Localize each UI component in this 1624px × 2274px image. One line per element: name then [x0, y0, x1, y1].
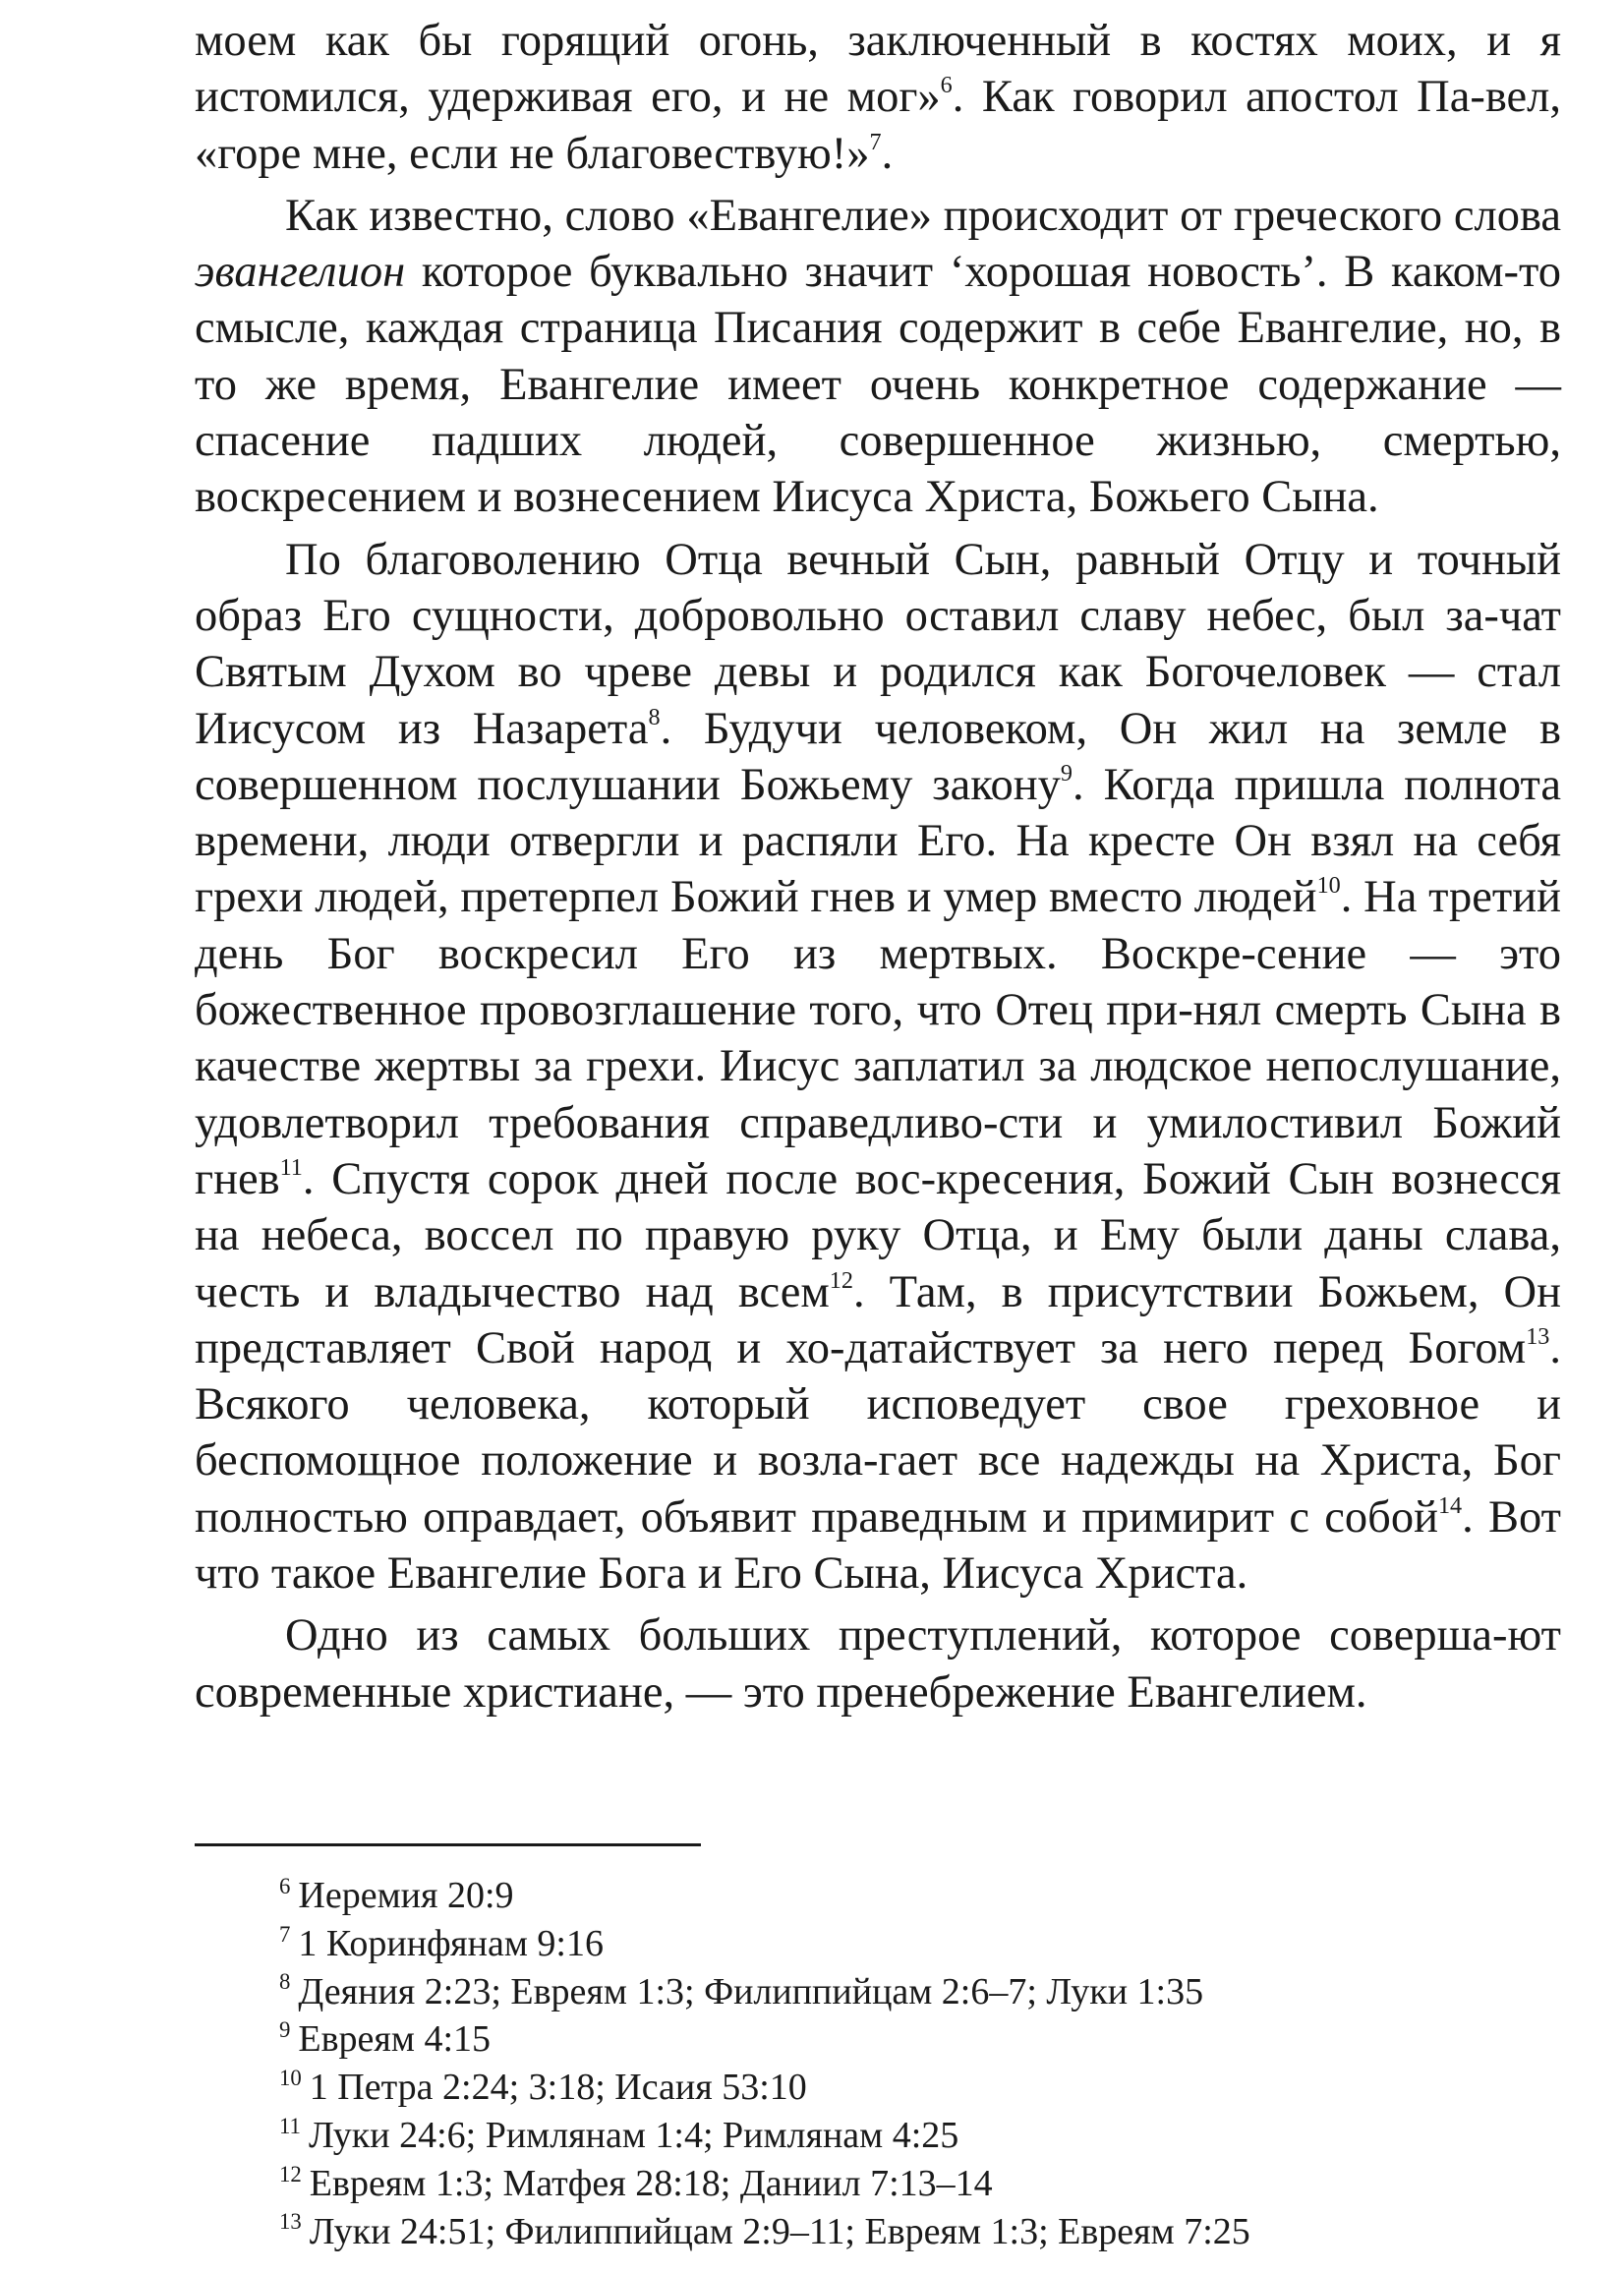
p3-text-e: . Спустя сорок дней после вос-кресения, Божий Сын вознесся на небеса, воссел по правую руку Отца, и Ему были даны слава, честь и владычество над всем: [195, 1153, 1561, 1317]
p1-text-c: .: [881, 128, 894, 179]
p3-text-d: . На третий день Бог воскресил Его из мертвых. Воскре-сение — это божественное провозглашение того, что Отец при-нял смерть Сына в качестве жертвы за грехи. Иисус заплатил за людское непослушание, удовлетворил требования справедливо-сти и умилостивил Божий гнев: [195, 872, 1561, 1204]
footnote-number: 12: [279, 2161, 302, 2187]
footnote-item: [279, 2112, 1557, 2160]
footnote-separator: [195, 1843, 701, 1846]
footnote-item: [279, 1968, 1557, 2016]
footnote-item: [279, 2160, 1557, 2208]
footnote-item: [279, 2015, 1557, 2064]
footnote-text: Евреям 4:15: [298, 2018, 492, 2061]
footnote-number: 11: [279, 2113, 301, 2138]
footnote-ref-13: 13: [1526, 1322, 1550, 1350]
footnote-item: [279, 2208, 1557, 2256]
paragraph-4: Одно из самых больших преступлений, которое соверша-ют современные христиане, — это пренебрежение Евангелием.: [195, 1610, 1561, 1718]
footnote-ref-9: 9: [1060, 760, 1073, 787]
footnote-number: 7: [279, 1921, 291, 1947]
footnote-item: [279, 2064, 1557, 2112]
p3-text-h: . Вот что такое Евангелие Бога и Его Сына, Иисуса Христа.: [195, 1491, 1561, 1600]
book-page: [195, 0, 1561, 2252]
footnote-ref-7: 7: [869, 128, 882, 155]
footnote-ref-8: 8: [648, 703, 661, 730]
footnote-text: Евреям 1:3; Матфея 28:18; Даниил 7:13–14: [309, 2162, 993, 2204]
footnote-number: 6: [279, 1873, 291, 1898]
paragraph-3: [195, 532, 1561, 1603]
p1-text-b: . Как говорил апостол Па-вел, «горе мне, если не благовествую!»: [195, 72, 1561, 179]
footnote-ref-12: 12: [829, 1266, 853, 1294]
p1-text-a: моем как бы горящий огонь, заключенный в костях моих, и я истомился, удерживая его, и не мог»: [195, 16, 1561, 123]
footnote-ref-10: 10: [1316, 872, 1341, 900]
footnote-number: 8: [279, 1969, 291, 1995]
footnote-number: 13: [279, 2209, 302, 2235]
footnote-text: Иеремия 20:9: [298, 1875, 514, 1916]
footnote-number: 9: [279, 2017, 291, 2043]
footnote-item: [279, 1872, 1557, 1920]
paragraph-1: [195, 13, 1561, 182]
p2-italic-term: эвангелион: [195, 247, 406, 298]
p3-text-c: . Когда пришла полнота времени, люди отвергли и распяли Его. На кресте Он взял на себя грехи людей, претерпел Божий гнев и умер вместо людей: [195, 759, 1561, 923]
p3-text-a: По благоволению Отца вечный Сын, равный Отцу и точный образ Его сущности, добровольно оставил славу небес, был за-чат Святым Духом во чреве девы и родился как Богочеловек — стал Иисусом из Назарета: [195, 534, 1561, 754]
p2-text-b: которое буквально значит ‘хорошая новость’. В каком-то смысле, каждая страница Писания содержит в себе Евангелие, но, в то же время, Евангелие имеет очень конкретное содержание — спасение падших людей, совершенное жизнью, смертью, воскресением и вознесением Иисуса Христа, Божьего Сына.: [195, 247, 1561, 523]
footnote-ref-11: 11: [279, 1154, 303, 1182]
p3-text-f: . Там, в присутствии Божьем, Он представляет Свой народ и хо-датайствует за него перед Богом: [195, 1266, 1561, 1373]
footnote-text: 1 Петра 2:24; 3:18; Исаия 53:10: [309, 2067, 807, 2109]
footnote-text: 1 Коринфянам 9:16: [298, 1922, 604, 1964]
paragraph-2: [195, 188, 1561, 526]
footnote-text: Луки 24:6; Римлянам 1:4; Римлянам 4:25: [308, 2114, 959, 2156]
footnotes-list: [279, 1872, 1557, 2255]
footnote-item: [279, 1920, 1557, 1968]
footnote-number: 10: [279, 2066, 302, 2091]
footnote-ref-6: 6: [940, 72, 953, 99]
p2-text-a: Как известно, слово «Евангелие» происходит от греческого слова: [285, 190, 1561, 241]
p3-text-g: . Всякого человека, который исповедует свое греховное и беспомощное положение и возла-гает все надежды на Христа, Бог полностью оправдает, объявит праведным и примирит с собой: [195, 1322, 1561, 1543]
main-text: [195, 13, 1561, 1720]
footnote-ref-14: 14: [1437, 1491, 1463, 1519]
p3-text-b: . Будучи человеком, Он жил на земле в совершенном послушании Божьему закону: [195, 703, 1561, 810]
footnote-text: Луки 24:51; Филиппийцам 2:9–11; Евреям 1:3; Евреям 7:25: [309, 2210, 1250, 2252]
footnote-text: Деяния 2:23; Евреям 1:3; Филиппийцам 2:6–7; Луки 1:35: [298, 1970, 1204, 2012]
